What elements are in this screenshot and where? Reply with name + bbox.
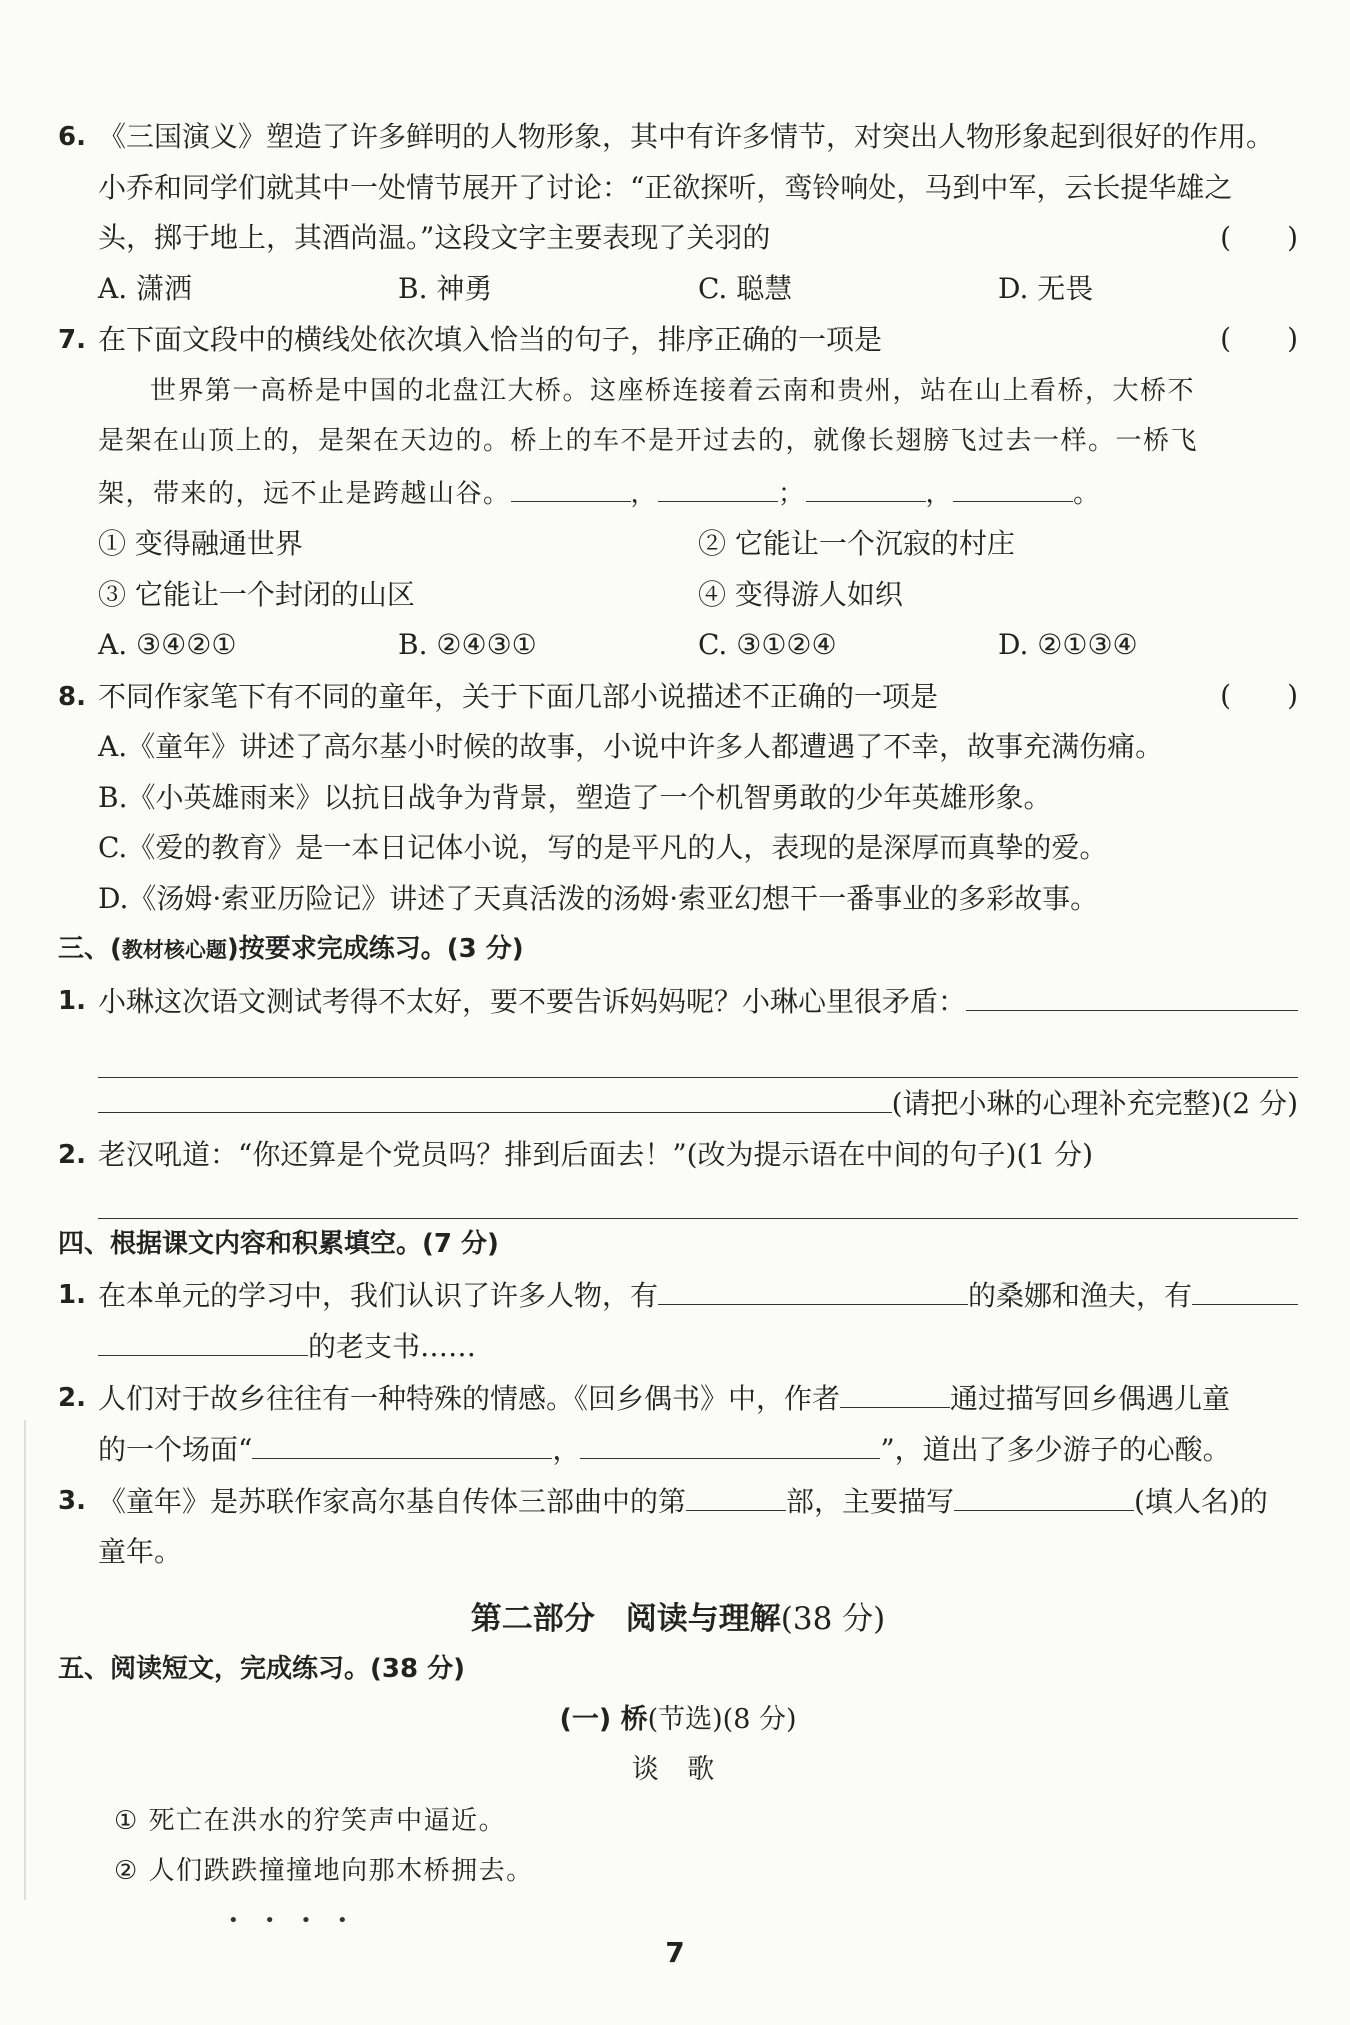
section-4-heading: 四、根据课文内容和积累填空。(7 分) [58, 1229, 499, 1259]
blank[interactable] [1192, 1270, 1298, 1305]
answer-bracket[interactable]: ( ) [1220, 678, 1298, 712]
answer-line[interactable] [98, 1043, 1298, 1078]
question-number: 3. [58, 1485, 86, 1516]
question-text-line: 小乔和同学们就其中一处情节展开了讨论：“正欲探听，鸾铃响处，马到中军，云长提华雄之 [98, 170, 1233, 204]
answer-line[interactable] [98, 1184, 1298, 1219]
question-text-line: 《三国演义》塑造了许多鲜明的人物形象，其中有许多情节，对突出人物形象起到很好的作用。 [98, 120, 1275, 153]
option-c[interactable]: C. 聪慧 [698, 271, 793, 305]
exam-page: 6. 《三国演义》塑造了许多鲜明的人物形象，其中有许多情节，对突出人物形象起到很好的作用。 小乔和同学们就其中一处情节展开了讨论：“正欲探听，鸾铃响处，马到中军，云长提华雄之 头，掷于地上，其酒尚温。”这段文字主要表现了关羽的 ( ) A. 潇洒 B. 神勇 C. 聪慧 D. 无畏 7. 在下面文段中的横线处依次填入恰当的句子，排序正确的一项是 ( ) 世界第一高桥是中国的北盘江大桥。这座桥连接着云南和贵州，站在山上看桥，大桥不 是架在山顶上的，是架在天边的。桥上的车不是开过去的，就像长翅膀飞过去一样。一桥飞 架，带来的，远不止是跨越山谷。 ， ； ， 。 ① 变得融通世界 ② 它能让一个沉寂的村庄 ③ 它能让一个封闭的山区 ④ 变得游人如织 A. ③④②① B. ②④③① C. ③①②④ D. ②①③④ 8. 不同作家笔下有不同的童年，关于下面几部小说描述不正确的一项是 ( ) A.《童年》讲述了高尔基小时候的故事，小说中许多人都遭遇了不幸，故事充满伤痛。 B.《小英雄雨来》以抗日战争为背景，塑造了一个机智勇敢的少年英雄形象。 C.《爱的教育》是一本日记体小说，写的是平凡的人，表现的是深厚而真挚的爱。 D.《汤姆·索亚历险记》讲述了天真活泼的汤姆·索亚幻想干一番事业的多彩故事。 三、(教材核心题)按要求完成练习。(3 分) 1. 小琳这次语文测试考得不太好，要不要告诉妈妈呢？小琳心里很矛盾： (请把小琳的心理补充完整)(2 分) 2. 老汉吼道：“你还算是个党员吗？排到后面去！”(改为提示语在中间的句子)(1 分) 四、根据课文内容和积累填空。(7 分) 1. 在本单元的学习中，我们认识了许多人物，有 的桑娜和渔夫，有 的老支书…… 2. 人们对于故乡往往有一种特殊的情感。《回乡偶书》中，作者 通过描写回乡偶遇儿童 的一个场面“ ， ”，道出了多少游子的心酸。 3. 《童年》是苏联作家高尔基自传体三部曲中的第 部，主要描写 (填人名)的 童年。 第二部分 阅读与理解(38 分) 五、阅读短文，完成练习。(38 分) (一) 桥(节选)(8 分) 谈 歌 ① 死亡在洪水的狞笑声中逼近。 ② 人们跌跌撞撞地向那木桥拥去。 • • • • 7 [0, 0, 1350, 2025]
question-7 [58, 314, 1298, 366]
question-6 [58, 112, 1298, 163]
answer-bracket[interactable]: ( ) [1220, 221, 1298, 254]
option-b[interactable]: B. ②④③① [398, 628, 537, 661]
section-4-question-1: 1. 在本单元的学习中，我们认识了许多人物，有 的桑娜和渔夫，有 [58, 1270, 1298, 1322]
blank-1[interactable] [511, 467, 631, 502]
emphasis-dots: • • • • [228, 1910, 358, 1931]
option-d[interactable]: D. ②①③④ [998, 628, 1138, 661]
option-d[interactable]: D. 无畏 [998, 271, 1094, 305]
answer-bracket[interactable]: ( ) [1220, 322, 1298, 355]
blank[interactable] [840, 1373, 950, 1408]
answer-line[interactable] [966, 976, 1298, 1011]
blank[interactable] [686, 1476, 786, 1511]
blank[interactable] [954, 1476, 1134, 1511]
passage-line: ② 人们跌跌撞撞地向那木桥拥去。 [114, 1856, 534, 1886]
choice-item: ② 它能让一个沉寂的村庄 [698, 527, 1015, 560]
option-list [58, 620, 1298, 671]
section-3-heading: 三、(教材核心题)按要求完成练习。(3 分) [58, 934, 524, 964]
section-3-question-2: 2. 老汉吼道：“你还算是个党员吗？排到后面去！”(改为提示语在中间的句子)(1 分) [58, 1130, 1298, 1181]
option-a[interactable]: A. ③④②① [98, 628, 237, 661]
blank[interactable] [252, 1424, 552, 1459]
blank[interactable] [580, 1424, 880, 1459]
option-list [58, 264, 1298, 315]
blank-2[interactable] [658, 467, 778, 502]
blank-3[interactable] [806, 467, 926, 502]
section-4-question-2: 2. 人们对于故乡往往有一种特殊的情感。《回乡偶书》中，作者 通过描写回乡偶遇儿童 [58, 1373, 1298, 1425]
choice-item: ① 变得融通世界 [98, 527, 303, 560]
blank[interactable] [98, 1321, 308, 1356]
question-number: 1. [58, 1279, 86, 1310]
section-4-question-3: 3. 《童年》是苏联作家高尔基自传体三部曲中的第 部，主要描写 (填人名)的 [58, 1476, 1298, 1528]
choice-item: ③ 它能让一个封闭的山区 [98, 577, 415, 611]
page-number: 7 [665, 1936, 685, 1969]
section-3-question-1: 1. 小琳这次语文测试考得不太好，要不要告诉妈妈呢？小琳心里很矛盾： [58, 976, 1298, 1028]
part-2-heading: 第二部分 阅读与理解(38 分) [470, 1600, 886, 1637]
passage-author: 谈 歌 [631, 1754, 725, 1785]
answer-line[interactable] [98, 1078, 892, 1113]
option-d[interactable]: D.《汤姆·索亚历险记》讲述了天真活泼的汤姆·索亚幻想干一番事业的多彩故事。 [98, 881, 1099, 915]
choice-item: ④ 变得游人如织 [698, 577, 903, 611]
option-b[interactable]: B. 神勇 [398, 271, 493, 305]
sentence-choices [58, 519, 1298, 620]
question-stem: 不同作家笔下有不同的童年，关于下面几部小说描述不正确的一项是 [98, 679, 939, 713]
question-8 [58, 671, 1298, 723]
option-a[interactable]: A.《童年》讲述了高尔基小时候的故事，小说中许多人都遭遇了不幸，故事充满伤痛。 [98, 730, 1164, 763]
passage: 世界第一高桥是中国的北盘江大桥。这座桥连接着云南和贵州，站在山上看桥，大桥不 是架在山顶上的，是架在天边的。桥上的车不是开过去的，就像长翅膀飞过去一样。一桥飞 架，带来的，远不止是跨越山谷。 ， ； ， 。 [98, 375, 1199, 509]
passage-title: (一) 桥(节选)(8 分) [559, 1703, 797, 1735]
option-b[interactable]: B.《小英雄雨来》以抗日战争为背景，塑造了一个机智勇敢的少年英雄形象。 [98, 780, 1052, 814]
blank-4[interactable] [953, 467, 1073, 502]
question-text-line: 头，掷于地上，其酒尚温。”这段文字主要表现了关羽的 ( ) [58, 213, 1298, 264]
question-number: 6. [58, 122, 86, 152]
question-number: 8. [58, 681, 86, 712]
section-5-heading: 五、阅读短文，完成练习。(38 分) [58, 1654, 465, 1684]
passage-line: ① 死亡在洪水的狞笑声中逼近。 [114, 1805, 507, 1836]
section-tag: 教材核心题 [121, 938, 227, 962]
blank[interactable] [658, 1270, 968, 1305]
question-number: 1. [58, 985, 86, 1016]
option-a[interactable]: A. 潇洒 [98, 271, 193, 305]
page-edge-line [24, 1420, 26, 1900]
question-number: 7. [58, 325, 86, 355]
question-stem: 在下面文段中的横线处依次填入恰当的句子，排序正确的一项是 [98, 323, 883, 356]
option-c[interactable]: C.《爱的教育》是一本日记体小说，写的是平凡的人，表现的是深厚而真挚的爱。 [98, 831, 1108, 864]
question-number: 2. [58, 1139, 86, 1170]
instruction-note: (请把小琳的心理补充完整)(2 分) [891, 1087, 1298, 1120]
option-c[interactable]: C. ③①②④ [698, 628, 837, 661]
question-number: 2. [58, 1382, 86, 1413]
